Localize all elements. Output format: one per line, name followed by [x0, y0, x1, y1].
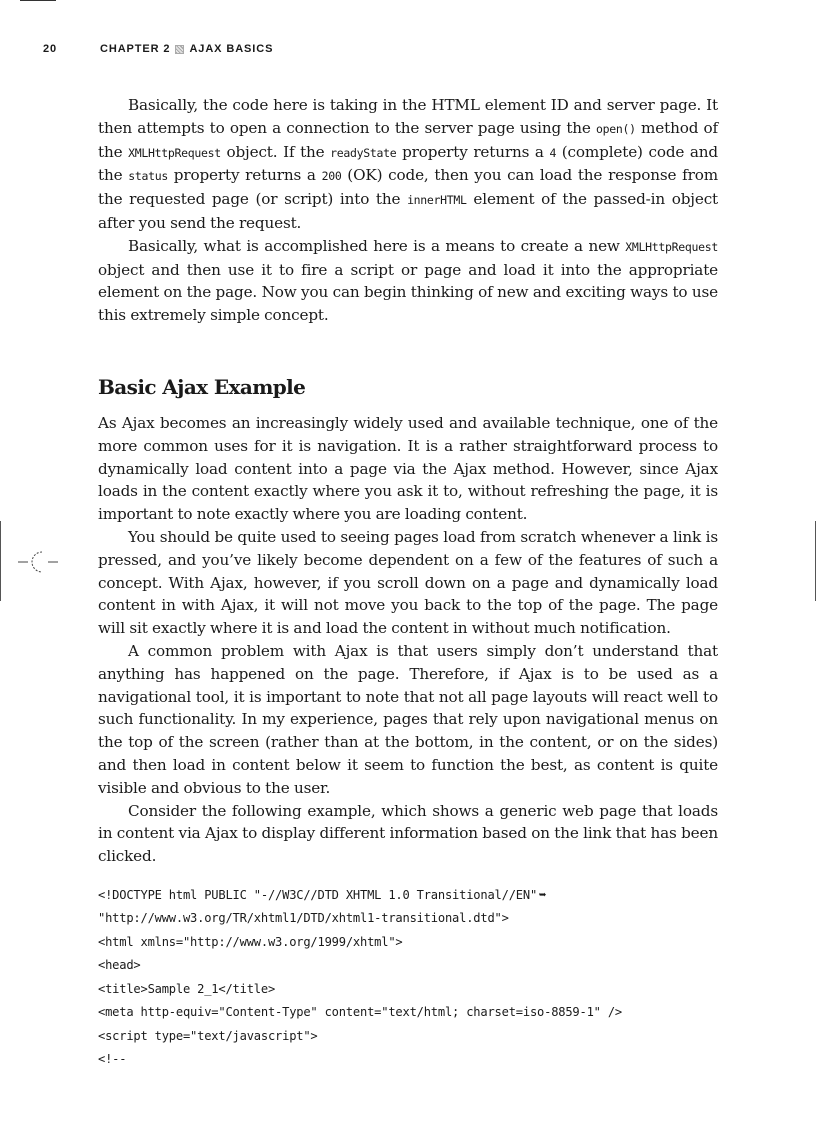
paragraph-6: Consider the following example, which shows a generic web page that loads in content via Ajax to display different information based on the link that has been clicked.: [98, 801, 718, 866]
top-rule: [20, 0, 56, 1]
inline-code-4: 4: [549, 145, 557, 160]
text-run: property returns a: [396, 142, 550, 161]
code-line: <meta http-equiv="Content-Type" content="text/html; charset=iso-8859-1" />: [98, 1005, 622, 1020]
code-line: <!--: [98, 1052, 127, 1067]
text-run: Basically, what is accomplished here is a means to create a new: [128, 236, 626, 255]
paragraph-3: As Ajax becomes an increasingly widely used and available technique, one of the more common uses for it is navigation. It is a rather straightforward process to dynamically load content into a page via the Ajax method. However, since Ajax loads in the content exactly where you ask it to, without refreshing the page, it is important to note exactly where you are loading content.: [98, 413, 718, 524]
code-line: [98, 884, 718, 908]
paragraph-4: You should be quite used to seeing pages load from scratch whenever a link is pressed, and you’ve likely become dependent on a few of the features of such a concept. With Ajax, however, if you scroll down on a page and dynamically load content in with Ajax, it will not move you back to the top of the page. The page will sit exactly where it is and load the content in without much notification.: [98, 527, 718, 638]
text-run: object and then use it to fire a script or page and load it into the appropriate element on the page. Now you can begin thinking of new and exciting ways to use this extremely simple concept.: [98, 260, 718, 325]
section-label: AJAX BASICS: [189, 43, 274, 55]
header-separator-icon: [175, 45, 184, 54]
inline-code-status: status: [128, 169, 168, 184]
text-run: (OK) code, then you can load the response from the requested page (or script) into the: [98, 166, 718, 209]
continuation-arrow-icon: ➥: [539, 887, 547, 902]
page-number: 20: [43, 43, 58, 55]
text-run: property returns a: [167, 166, 322, 185]
paragraph-5: A common problem with Ajax is that users simply don’t understand that anything has happened on the page. Therefore, if Ajax is to be used as a navigational tool, it is important to note that not all page layouts will react well to such functionality. In my experience, pages that rely upon navigational menus on the top of the screen (rather than at the bottom, in the content, or on the sides) and then load in content below it seem to function the best, as content is quite visible and obvious to the user.: [98, 641, 718, 797]
text-run: method of the: [98, 118, 718, 161]
running-header: [0, 43, 816, 59]
code-line: <html xmlns="http://www.w3.org/1999/xhtml">: [98, 934, 403, 949]
text-run: object. If the: [220, 142, 331, 161]
inline-code-200: 200: [321, 169, 342, 184]
text-run: Basically, the code here is taking in the HTML element ID and server page. It then attempts to open a connection to the server page using the: [98, 96, 718, 137]
registration-mark-icon: [18, 549, 60, 575]
chapter-title: [100, 43, 273, 55]
inline-code-readystate: readyState: [330, 145, 397, 160]
inline-code-xmlhttprequest: XMLHttpRequest: [128, 145, 221, 160]
code-line: <title>Sample 2_1</title>: [98, 981, 276, 996]
crop-line-left: [0, 521, 1, 601]
inline-code-innerhtml: innerHTML: [407, 193, 467, 208]
page-content: [98, 94, 718, 1072]
chapter-label: CHAPTER 2: [100, 43, 171, 55]
inline-code-open: open(): [596, 121, 636, 136]
paragraph-1: [98, 94, 718, 235]
code-line: "http://www.w3.org/TR/xhtml1/DTD/xhtml1-transitional.dtd">: [98, 911, 509, 926]
inline-code-xmlhttprequest: XMLHttpRequest: [625, 239, 718, 254]
paragraph-2: [98, 235, 718, 327]
section-heading: Basic Ajax Example: [98, 374, 306, 399]
code-line: <head>: [98, 958, 141, 973]
code-text: <!DOCTYPE html PUBLIC "-//W3C//DTD XHTML 1.0 Transitional//EN": [98, 887, 538, 902]
code-listing: [98, 884, 718, 1072]
text-run: (complete) code and the: [98, 142, 718, 185]
code-line: <script type="text/javascript">: [98, 1028, 318, 1043]
text-run: element of the passed-in object after you send the request.: [98, 190, 718, 232]
